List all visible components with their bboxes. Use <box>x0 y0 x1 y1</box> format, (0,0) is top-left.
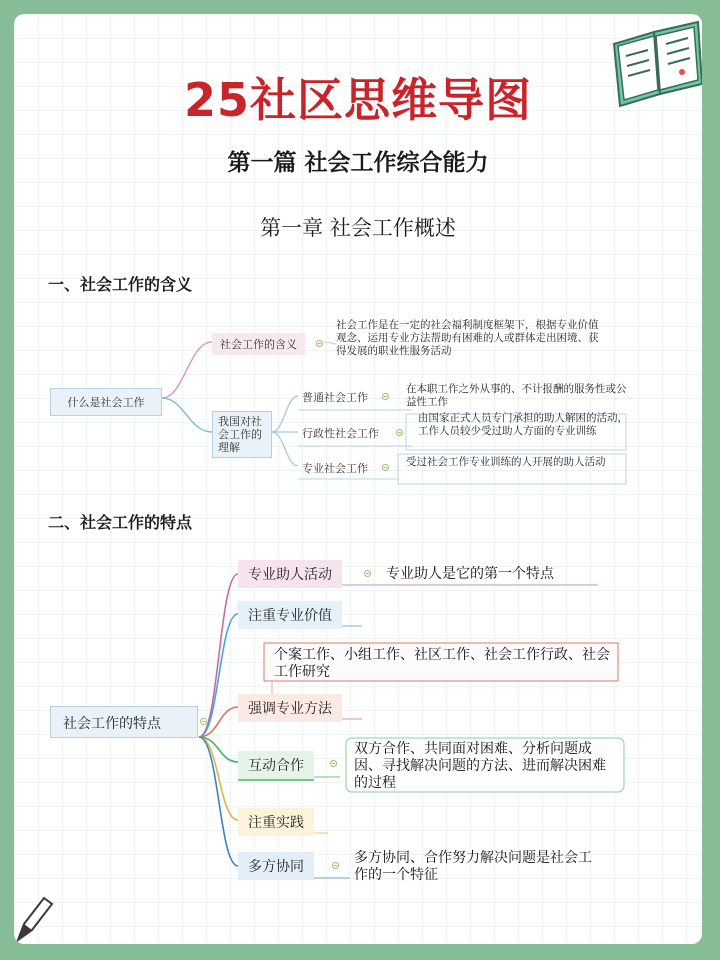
collapse-dot-icon <box>396 429 403 436</box>
s1-child-admin-leaf: 由国家正式人员专门承担的助人解困的活动，工作人员较少受过助人方面的专业训练 <box>418 412 628 437</box>
chapter-title: 第一章 社会工作概述 <box>260 216 456 240</box>
s2-root-node: 社会工作的特点 <box>50 706 198 738</box>
s2-branch-4: 互动合作 <box>238 751 314 781</box>
s2-branch-6-leaf: 多方协同、合作努力解决问题是社会工作的一个特征 <box>354 850 592 883</box>
collapse-dot-icon <box>382 464 389 471</box>
collapse-dot-icon <box>200 718 207 725</box>
s2-branch-1-leaf: 专业助人是它的第一个特点 <box>386 566 554 582</box>
s1-branch-understanding: 我国对社会工作的理解 <box>212 411 272 458</box>
s2-branch-3-leaf: 个案工作、小组工作、社区工作、社会工作行政、社会工作研究 <box>274 647 610 680</box>
collapse-dot-icon <box>364 570 371 577</box>
s1-child-professional: 专业社会工作 <box>302 462 368 475</box>
page-card <box>14 14 702 944</box>
section1-heading: 一、社会工作的含义 <box>48 275 193 294</box>
part-title: 第一篇 社会工作综合能力 <box>227 150 489 176</box>
main-title: 25社区思维导图 <box>183 73 532 127</box>
collapse-dot-icon <box>316 340 323 347</box>
s2-branch-2: 注重专业价值 <box>238 601 342 629</box>
open-book-icon <box>608 14 702 110</box>
s1-root-node: 什么是社会工作 <box>50 388 162 416</box>
s1-child-general-leaf: 在本职工作之外从事的、不计报酬的服务性或公益性工作 <box>406 383 627 408</box>
s2-branch-1: 专业助人活动 <box>238 560 342 588</box>
s1-child-general: 普通社会工作 <box>302 391 368 404</box>
s1-child-admin: 行政性社会工作 <box>302 427 379 440</box>
mindmap-connectors <box>14 14 702 944</box>
s1-branch-meaning: 社会工作的含义 <box>212 333 305 355</box>
section2-heading: 二、社会工作的特点 <box>48 513 193 532</box>
s1-child-professional-leaf: 受过社会工作专业训练的人开展的助人活动 <box>406 456 606 468</box>
collapse-dot-icon <box>332 862 339 869</box>
s1-meaning-leaf: 社会工作是在一定的社会福利制度框架下，根据专业价值观念、运用专业方法帮助有困难的人或群体走出困境、获得发展的职业性服务活动 <box>336 319 599 357</box>
s2-branch-6: 多方协同 <box>238 852 314 880</box>
collapse-dot-icon <box>382 393 389 400</box>
s2-branch-4-leaf: 双方合作、共同面对困难、分析问题成因、寻找解决问题的方法、进而解决困难的过程 <box>354 741 606 791</box>
s2-branch-5: 注重实践 <box>238 808 314 836</box>
s2-branch-3: 强调专业方法 <box>238 694 342 722</box>
pencil-icon <box>14 894 54 944</box>
collapse-dot-icon <box>330 760 337 767</box>
